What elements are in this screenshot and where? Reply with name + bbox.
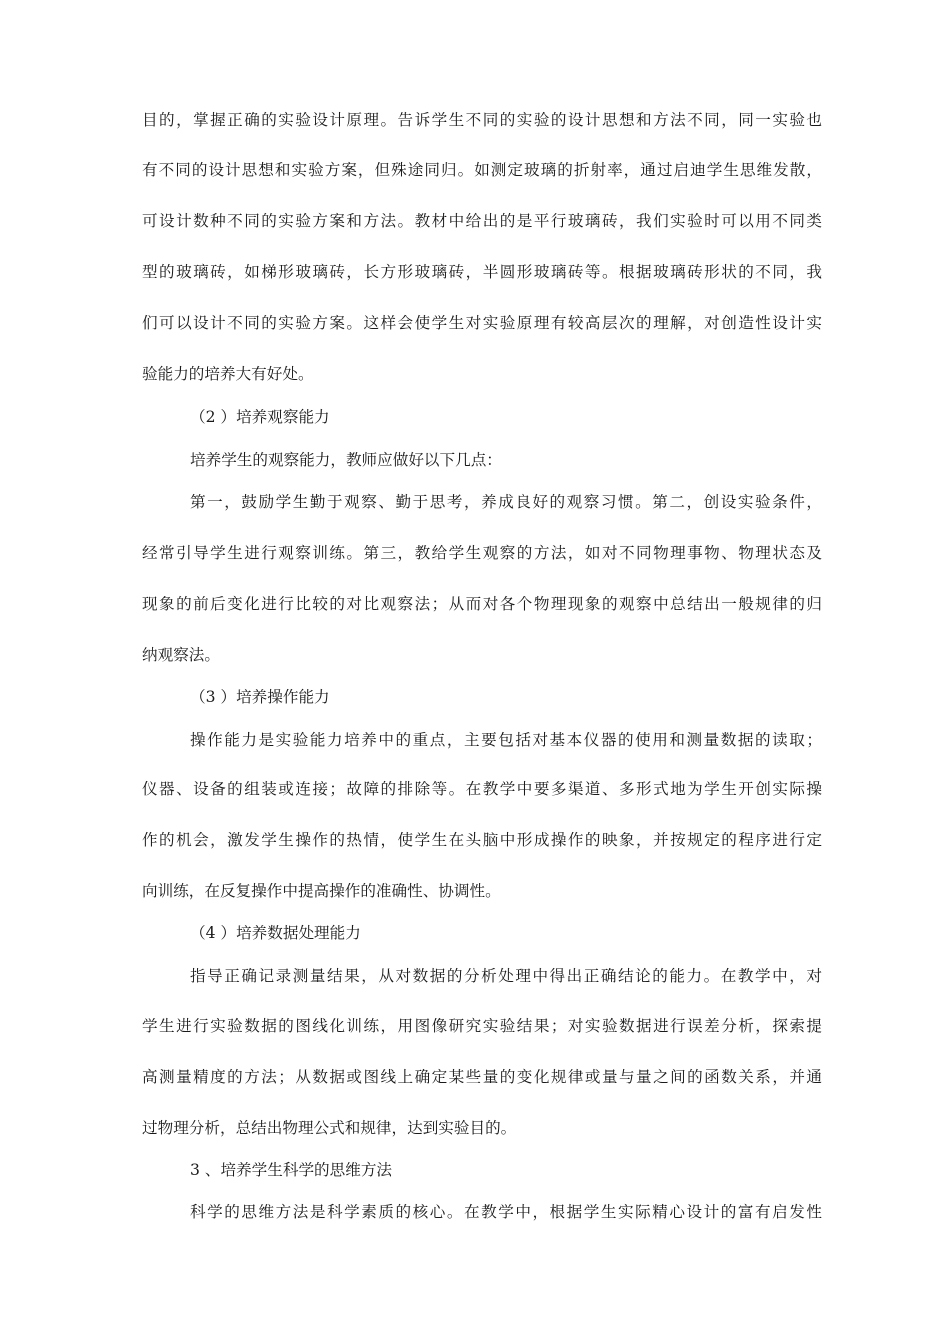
section-heading-data-processing: （4 ）培养数据处理能力 (190, 924, 361, 942)
paragraph-6-line-1: 科学的思维方法是科学素质的核心。在教学中，根据学生实际精心设计的富有启发性 (190, 1203, 822, 1221)
paragraph-1-line-4: 型的玻璃砖，如梯形玻璃砖，长方形玻璃砖，半圆形玻璃砖等。根据玻璃砖形状的不同，我 (142, 263, 822, 281)
paragraph-3-line-3: 现象的前后变化进行比较的对比观察法；从而对各个物理现象的观察中总结出一般规律的归 (142, 595, 822, 613)
section-heading-observation: （2 ）培养观察能力 (190, 408, 330, 426)
paragraph-5-line-3: 高测量精度的方法；从数据或图线上确定某些量的变化规律或量与量之间的函数关系，并通 (142, 1068, 822, 1086)
paragraph-5-line-2: 学生进行实验数据的图线化训练，用图像研究实验结果；对实验数据进行误差分析，探索提 (142, 1017, 822, 1035)
section-heading-scientific-thinking: 3 、培养学生科学的思维方法 (190, 1161, 393, 1179)
paragraph-1-line-5: 们可以设计不同的实验方案。这样会使学生对实验原理有较高层次的理解，对创造性设计实 (142, 314, 822, 332)
paragraph-4-line-2: 仪器、设备的组装或连接；故障的排除等。在教学中要多渠道、多形式地为学生开创实际操 (142, 780, 822, 798)
paragraph-1-line-2: 有不同的设计思想和实验方案，但殊途同归。如测定玻璃的折射率，通过启迪学生思维发散， (142, 161, 822, 179)
paragraph-3-line-2: 经常引导学生进行观察训练。第三，教给学生观察的方法，如对不同物理事物、物理状态及 (142, 544, 822, 562)
paragraph-2-line-1: 培养学生的观察能力，教师应做好以下几点： (190, 451, 502, 469)
paragraph-5-line-4: 过物理分析，总结出物理公式和规律，达到实验目的。 (142, 1119, 517, 1137)
paragraph-1-line-3: 可设计数种不同的实验方案和方法。教材中给出的是平行玻璃砖，我们实验时可以用不同类 (142, 212, 822, 230)
paragraph-4-line-4: 向训练，在反复操作中提高操作的准确性、协调性。 (142, 882, 501, 900)
paragraph-5-line-1: 指导正确记录测量结果，从对数据的分析处理中得出正确结论的能力。在教学中，对 (190, 967, 822, 985)
section-heading-operation: （3 ）培养操作能力 (190, 688, 330, 706)
paragraph-1-line-6: 验能力的培养大有好处。 (142, 365, 314, 383)
paragraph-3-line-4: 纳观察法。 (142, 646, 220, 664)
paragraph-3-line-1: 第一，鼓励学生勤于观察、勤于思考，养成良好的观察习惯。第二，创设实验条件， (190, 493, 822, 511)
paragraph-1-line-1: 目的，掌握正确的实验设计原理。告诉学生不同的实验的设计思想和方法不同，同一实验也 (142, 111, 822, 129)
paragraph-4-line-3: 作的机会，激发学生操作的热情，使学生在头脑中形成操作的映象，并按规定的程序进行定 (142, 831, 822, 849)
paragraph-4-line-1: 操作能力是实验能力培养中的重点，主要包括对基本仪器的使用和测量数据的读取； (190, 731, 822, 749)
